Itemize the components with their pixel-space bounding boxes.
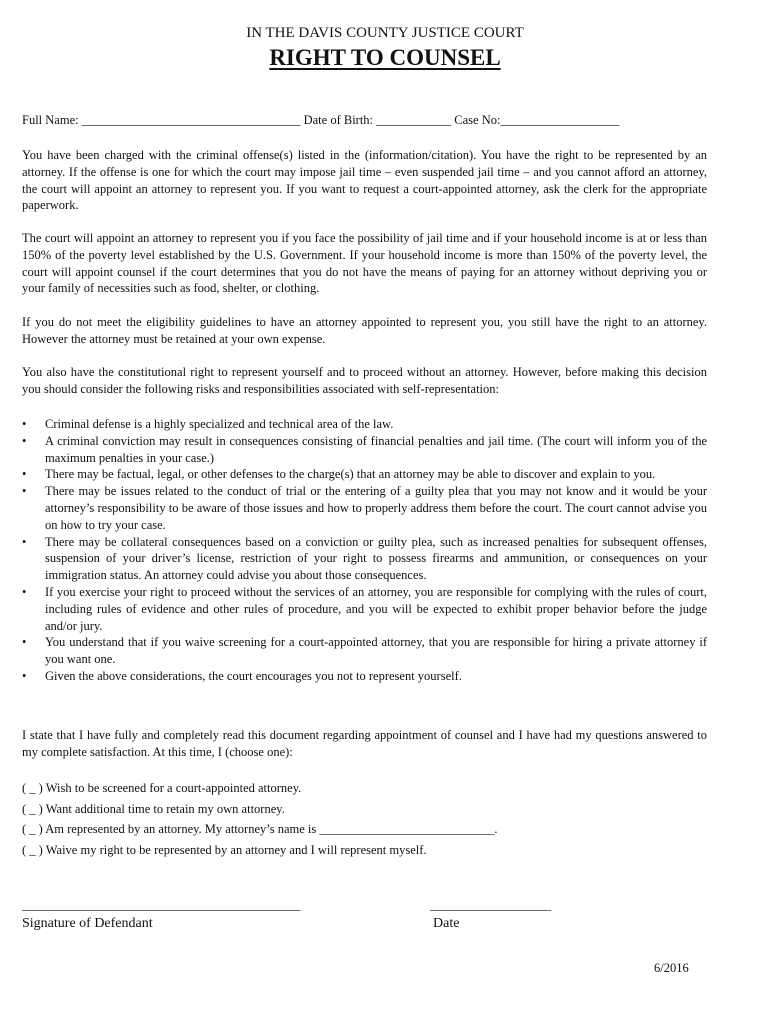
revision-date: 6/2016 [654,961,689,975]
list-item: • There may be issues related to the conduct of trial or the entering of a guilty plea that you may not know and it would be your attorney’s responsibility to be aware of those issues and how to properly address them before the court. The court cannot advise you on how to try your case. [22,483,707,533]
paragraph-self-representation: You also have the constitutional right to represent yourself and to proceed without an attorney. However, before making this decision you should consider the following risks and responsibilities associated with self-representation: [22,365,707,396]
choice-additional-time[interactable]: ( _ ) Want additional time to retain my own attorney. [22,801,285,816]
paragraph-charges: You have been charged with the criminal offense(s) listed in the (information/citation). You have the right to be represented by an attorney. If the offense is one for which the court may impose jail time – even suspended jail time – and you cannot afford an attorney, the court will appoint an attorney to represent you. If you want to request a court-appointed attorney, ask the clerk for the appropriate paperwork. [22,148,707,213]
signature-label: Signature of Defendant [22,916,153,931]
choice-list [22,778,498,860]
list-item: • A criminal conviction may result in consequences consisting of financial penalties and jail time. (The court will inform you of the maximum penalties in your case.) [22,433,707,467]
list-item: • There may be collateral consequences based on a conviction or guilty plea, such as increased penalties for subsequent offenses, suspension of your driver’s license, restriction of your right to possess firearms and ammunition, or consequences on your immigration status. An attorney could advise you about those consequences. [22,534,707,584]
list-item: • If you exercise your right to proceed without the services of an attorney, you are responsible for complying with the rules of court, including rules of evidence and other rules of procedure, and you will be expected to exhibit proper behavior before the judge and/or jury. [22,584,707,634]
identification-fields[interactable]: Full Name: ___________________________________ Date of Birth: ____________ Case No:___________________ [22,113,620,127]
choice-screened[interactable]: ( _ ) Wish to be screened for a court-appointed attorney. [22,781,302,795]
risks-list [22,416,707,685]
date-label: Date [433,916,460,931]
list-item: • Criminal defense is a highly specialized and technical area of the law. [22,416,707,433]
court-name: IN THE DAVIS COUNTY JUSTICE COURT [246,25,524,41]
choice-waive[interactable]: ( _ ) Waive my right to be represented by an attorney and I will represent myself. [22,842,427,857]
signature-line[interactable]: ______________________________________________ [22,898,301,912]
list-item: • There may be factual, legal, or other defenses to the charge(s) that an attorney may be able to discover and explain to you. [22,466,707,483]
paragraph-appointment-eligibility: The court will appoint an attorney to represent you if you face the possibility of jail time and if your household income is at or less than 150% of the poverty level established by the U.S. Government. If your household income is more than 150% of the poverty level, the court will appoint counsel if the court determines that you do not have the means of paying for an attorney without depriving you or your family of necessities such as food, shelter, or clothing. [22,231,707,296]
paragraph-statement: I state that I have fully and completely read this document regarding appointment of counsel and I have had my questions answered to my complete satisfaction. At this time, I (choose one): [22,728,707,759]
title-text: RIGHT TO COUNSEL [269,45,501,70]
list-item: • You understand that if you waive screening for a court-appointed attorney, that you are responsible for hiring a private attorney if you want one. [22,634,707,668]
date-line[interactable]: ____________________ [430,898,552,912]
paragraph-retained-attorney: If you do not meet the eligibility guidelines to have an attorney appointed to represent you, you still have the right to an attorney. However the attorney must be retained at your own expense. [22,315,707,346]
choice-represented[interactable]: ( _ ) Am represented by an attorney. My attorney’s name is ____________________________. [22,822,498,836]
list-item: • Given the above considerations, the court encourages you not to represent yourself. [22,668,707,685]
page-title [0,45,770,71]
